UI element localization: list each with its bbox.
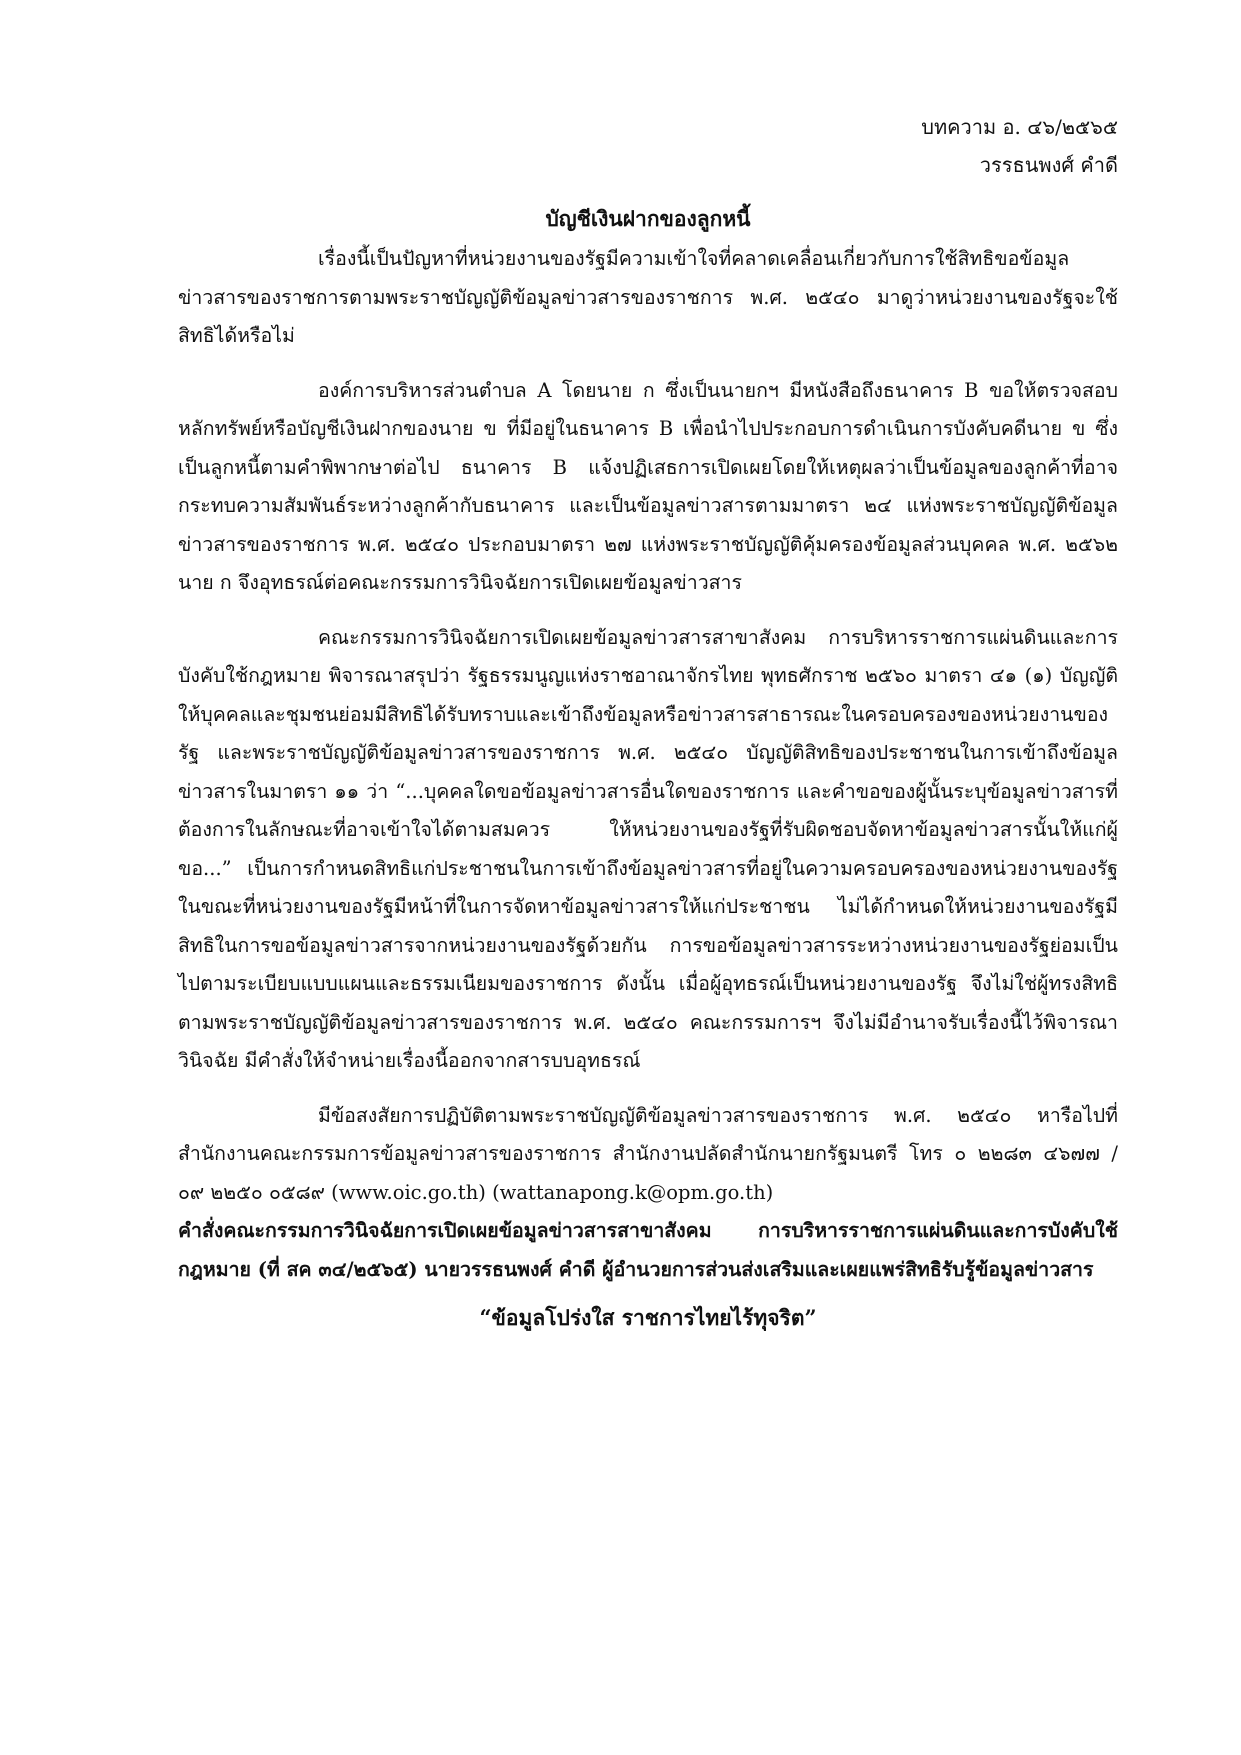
- contact-paragraph: มีข้อสงสัยการปฏิบัติตามพระราชบัญญัติข้อมูลข่าวสารของราชการ พ.ศ. ๒๕๔๐ หารือไปที่สำนักงานคณะกรรมการข้อมูลข่าวสารของราชการ สำนักงานปลัดสำนักนายกรัฐมนตรี โทร ๐ ๒๒๘๓ ๔๖๗๗ / ๐๙ ๒๒๕๐ ๐๕๘๙ (www.oic.go.th) (wattanapong.k@opm.go.th): [178, 1103, 1118, 1204]
- intro-paragraph: เรื่องนี้เป็นปัญหาที่หน่วยงานของรัฐมีความเข้าใจที่คลาดเคลื่อนเกี่ยวกับการใช้สิทธิขอข้อมูลข่าวสารของราชการตามพระราชบัญญัติข้อมูลข่าวสารของราชการ พ.ศ. ๒๕๔๐ มาดูว่าหน่วยงานของรัฐจะใช้สิทธิได้หรือไม่: [178, 247, 1118, 347]
- author-name: วรรธนพงศ์ คำดี: [979, 153, 1118, 177]
- order-reference: คำสั่งคณะกรรมการวินิจฉัยการเปิดเผยข้อมูลข่าวสารสาขาสังคม การบริหารราชการแผ่นดินและการบังคับใช้กฎหมาย (ที่ สค ๓๔/๒๕๖๕) นายวรรธนพงศ์ คำดี ผู้อำนวยการส่วนส่งเสริมและเผยแพร่สิทธิรับรู้ข้อมูลข่าวสาร: [178, 1219, 1118, 1281]
- header-reference-block: [178, 108, 1118, 184]
- document-body: [178, 108, 1118, 1337]
- slogan: “ข้อมูลโปร่งใส ราชการไทยไร้ทุจริต”: [479, 1305, 817, 1330]
- decision-paragraph: คณะกรรมการวินิจฉัยการเปิดเผยข้อมูลข่าวสารสาขาสังคม การบริหารราชการแผ่นดินและการบังคับใช้กฎหมาย พิจารณาสรุปว่า รัฐธรรมนูญแห่งราชอาณาจักรไทย พุทธศักราช ๒๕๖๐ มาตรา ๔๑ (๑) บัญญัติให้บุคคลและชุมชนย่อมมีสิทธิได้รับทราบและเข้าถึงข้อมูลหรือข่าวสารสาธารณะในครอบครองของหน่วยงานของรัฐ และพระราชบัญญัติข้อมูลข่าวสารของราชการ พ.ศ. ๒๕๔๐ บัญญัติสิทธิของประชาชนในการเข้าถึงข้อมูลข่าวสารในมาตรา ๑๑ ว่า “...บุคคลใดขอข้อมูลข่าวสารอื่นใดของราชการ และคำขอของผู้นั้นระบุข้อมูลข่าวสารที่ต้องการในลักษณะที่อาจเข้าใจได้ตามสมควร ให้หน่วยงานของรัฐที่รับผิดชอบจัดหาข้อมูลข่าวสารนั้นให้แก่ผู้ขอ...” เป็นการกำหนดสิทธิแก่ประชาชนในการเข้าถึงข้อมูลข่าวสารที่อยู่ในความครอบครองของหน่วยงานของรัฐ ในขณะที่หน่วยงานของรัฐมีหน้าที่ในการจัดหาข้อมูลข่าวสารให้แก่ประชาชน ไม่ได้กำหนดให้หน่วยงานของรัฐมีสิทธิในการขอข้อมูลข่าวสารจากหน่วยงานของรัฐด้วยกัน การขอข้อมูลข่าวสารระหว่างหน่วยงานของรัฐย่อมเป็นไปตามระเบียบแบบแผนและธรรมเนียมของราชการ ดังนั้น เมื่อผู้อุทธรณ์เป็นหน่วยงานของรัฐ จึงไม่ใช่ผู้ทรงสิทธิตามพระราชบัญญัติข้อมูลข่าวสารของราชการ พ.ศ. ๒๕๔๐ คณะกรรมการฯ จึงไม่มีอำนาจรับเรื่องนี้ไว้พิจารณาวินิจฉัย มีคำสั่งให้จำหน่ายเรื่องนี้ออกจากสารบบอุทธรณ์: [178, 625, 1118, 1072]
- document-title: บัญชีเงินฝากของลูกหนี้: [545, 206, 751, 231]
- article-reference-number: บทความ อ. ๔๖/๒๕๖๕: [921, 115, 1118, 139]
- facts-paragraph: องค์การบริหารส่วนตำบล A โดยนาย ก ซึ่งเป็นนายกฯ มีหนังสือถึงธนาคาร B ขอให้ตรวจสอบหลักทรัพย์หรือบัญชีเงินฝากของนาย ข ที่มีอยู่ในธนาคาร B เพื่อนำไปประกอบการดำเนินการบังคับคดีนาย ข ซึ่งเป็นลูกหนี้ตามคำพิพากษาต่อไป ธนาคาร B แจ้งปฏิเสธการเปิดเผยโดยให้เหตุผลว่าเป็นข้อมูลของลูกค้าที่อาจกระทบความสัมพันธ์ระหว่างลูกค้ากับธนาคาร และเป็นข้อมูลข่าวสารตามมาตรา ๒๔ แห่งพระราชบัญญัติข้อมูลข่าวสารของราชการ พ.ศ. ๒๕๔๐ ประกอบมาตรา ๒๗ แห่งพระราชบัญญัติคุ้มครองข้อมูลส่วนบุคคล พ.ศ. ๒๕๖๒ นาย ก จึงอุทธรณ์ต่อคณะกรรมการวินิจฉัยการเปิดเผยข้อมูลข่าวสาร: [178, 378, 1118, 594]
